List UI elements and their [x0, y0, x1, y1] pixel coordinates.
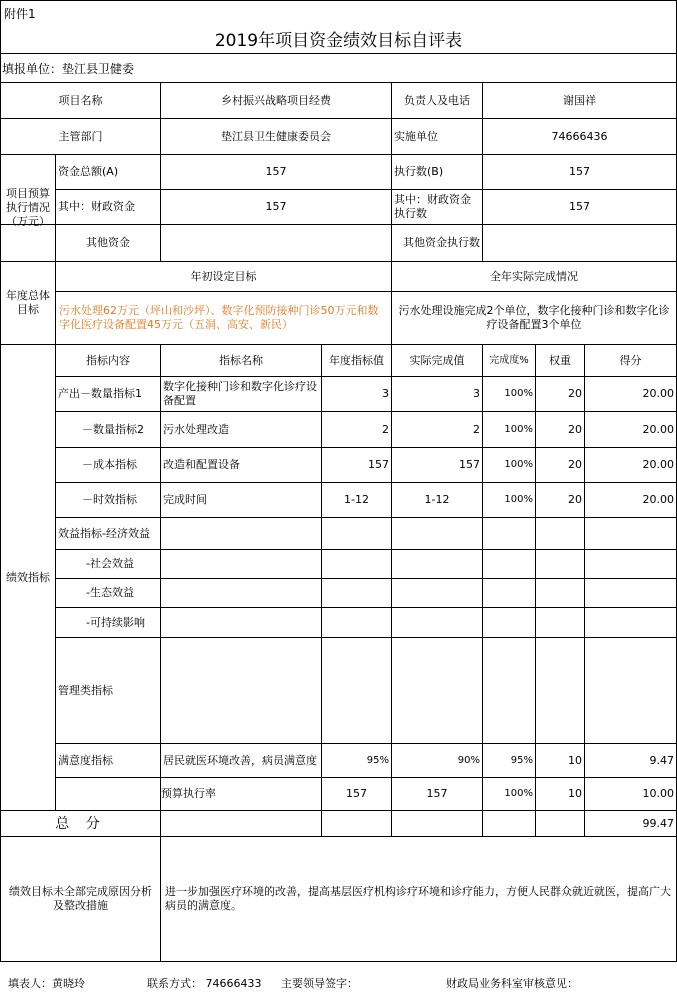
set-target-label: 年初设定目标 — [190, 269, 257, 283]
dept-label: 主管部门 — [58, 129, 103, 143]
indicator-score: 20.00 — [642, 387, 674, 400]
budget-rate-rate: 100% — [504, 788, 533, 799]
satisfaction-actual: 90% — [457, 754, 480, 766]
indicator-score: 20.00 — [642, 493, 674, 506]
table-row: －数量指标2 — [82, 422, 144, 436]
indicator-rate: 100% — [504, 388, 533, 399]
total-label: 总 分 — [55, 815, 106, 832]
satisfaction-weight: 10 — [568, 753, 582, 767]
budget-rate-label: 预算执行率 — [161, 787, 216, 800]
satisfaction-target: 95% — [366, 754, 389, 766]
actual-completion-text: 污水处理设施完成2个单位，数字化接种门诊和数字化诊疗设备配置3个单位 — [398, 304, 670, 331]
header-name: 指标名称 — [219, 353, 263, 367]
budget-rate-target: 157 — [346, 787, 367, 800]
indicator-name: 完成时间 — [163, 493, 207, 506]
indicator-name: 改造和配置设备 — [163, 458, 240, 471]
header-rate: 完成度% — [489, 354, 529, 366]
other-exec-label: 其他资金执行数 — [403, 236, 480, 249]
contact-value: 谢国祥 — [563, 93, 596, 107]
indicator-target: 1-12 — [344, 493, 369, 506]
benefit-econ-label: 效益指标-经济效益 — [58, 526, 150, 540]
fiscal-exec-label: 其中：财政资金执行数 — [394, 193, 471, 220]
table-row: －成本指标 — [82, 458, 137, 471]
satisfaction-name: 居民就医环境改善，病员满意度 — [163, 753, 317, 767]
fiscal-exec-value: 157 — [569, 200, 590, 213]
satisfaction-score: 9.47 — [649, 753, 674, 767]
project-name-label: 项目名称 — [58, 93, 103, 107]
table-row: －时效指标 — [82, 493, 137, 506]
footer-phone: 联系方式： 74666433 — [147, 977, 262, 990]
total-score: 99.47 — [642, 816, 674, 830]
fiscal-fund-label: 其中：财政资金 — [58, 200, 135, 213]
header-score: 得分 — [619, 353, 642, 367]
budget-rate-score: 10.00 — [642, 787, 674, 800]
indicator-target: 2 — [382, 422, 389, 436]
annual-target-label: 年度总体目标 — [6, 289, 50, 316]
footer-filler: 填表人：黄晓玲 — [8, 977, 85, 990]
budget-label: 项目预算执行情况（万元） — [6, 187, 50, 228]
indicator-target: 157 — [368, 458, 389, 471]
page-title: 2019年项目资金绩效目标自评表 — [214, 31, 463, 51]
indicator-name: 数字化接种门诊和数字化诊疗设备配置 — [163, 380, 317, 407]
dept-value: 垫江县卫生健康委员会 — [221, 129, 331, 143]
indicator-rate: 100% — [504, 494, 533, 505]
benefit-eco-label: -生态效益 — [86, 586, 134, 599]
fiscal-fund-value: 157 — [265, 200, 287, 213]
indicator-weight: 20 — [568, 422, 582, 436]
indicator-score: 20.00 — [642, 422, 674, 436]
indicator-actual: 1-12 — [424, 493, 450, 506]
indicator-score: 20.00 — [642, 458, 674, 471]
table-row: 产出－数量指标1 — [58, 387, 142, 400]
benefit-sustain-label: -可持续影响 — [86, 615, 145, 629]
attachment-label: 附件1 — [4, 7, 36, 21]
satisfaction-label: 满意度指标 — [58, 753, 113, 767]
contact-label: 负责人及电话 — [404, 93, 470, 107]
budget-rate-weight: 10 — [568, 787, 582, 800]
footer-review: 财政局业务科室审核意见： — [446, 977, 578, 990]
fill-unit: 填报单位：垫江县卫健委 — [2, 62, 135, 76]
project-name-value: 乡村振兴战略项目经费 — [221, 93, 331, 107]
indicator-rate: 100% — [504, 459, 533, 470]
indicator-actual: 2 — [473, 422, 480, 436]
header-content: 指标内容 — [86, 353, 130, 367]
indicator-actual: 157 — [459, 458, 480, 471]
benefit-social-label: -社会效益 — [86, 557, 134, 570]
other-fund-label: 其他资金 — [86, 236, 130, 249]
header-weight: 权重 — [549, 353, 571, 367]
perf-label: 绩效指标 — [6, 570, 50, 584]
satisfaction-rate: 95% — [510, 754, 533, 766]
exec-label: 执行数(B) — [394, 165, 444, 178]
set-target-text: 污水处理62万元（坪山和沙坪）、数字化预防接种门诊50万元和数字化医疗设备配置45万元（五洞、高安、新民） — [59, 304, 379, 331]
header-actual: 实际完成值 — [409, 353, 465, 367]
budget-rate-actual: 157 — [426, 787, 448, 800]
indicator-actual: 3 — [473, 387, 480, 400]
reason-text: 进一步加强医疗环境的改善，提高基层医疗机构诊疗环境和诊疗能力，方便人民群众就近就医，提高广大病员的满意度。 — [165, 885, 671, 912]
impl-value: 74666436 — [551, 129, 608, 143]
indicator-weight: 20 — [568, 387, 582, 400]
mgmt-label: 管理类指标 — [58, 683, 113, 697]
indicator-rate: 100% — [504, 423, 533, 435]
actual-completion-label: 全年实际完成情况 — [490, 269, 578, 283]
total-fund-value: 157 — [265, 165, 287, 178]
exec-value: 157 — [569, 165, 590, 178]
indicator-weight: 20 — [568, 458, 582, 471]
indicator-weight: 20 — [568, 493, 582, 506]
reason-label: 绩效目标未全部完成原因分析及整改措施 — [9, 885, 152, 912]
indicator-name: 污水处理改造 — [163, 422, 229, 436]
impl-label: 实施单位 — [394, 129, 438, 143]
total-fund-label: 资金总额(A) — [58, 165, 119, 178]
header-target: 年度指标值 — [329, 353, 384, 367]
footer-leader: 主要领导签字： — [281, 977, 358, 990]
indicator-target: 3 — [382, 387, 389, 400]
